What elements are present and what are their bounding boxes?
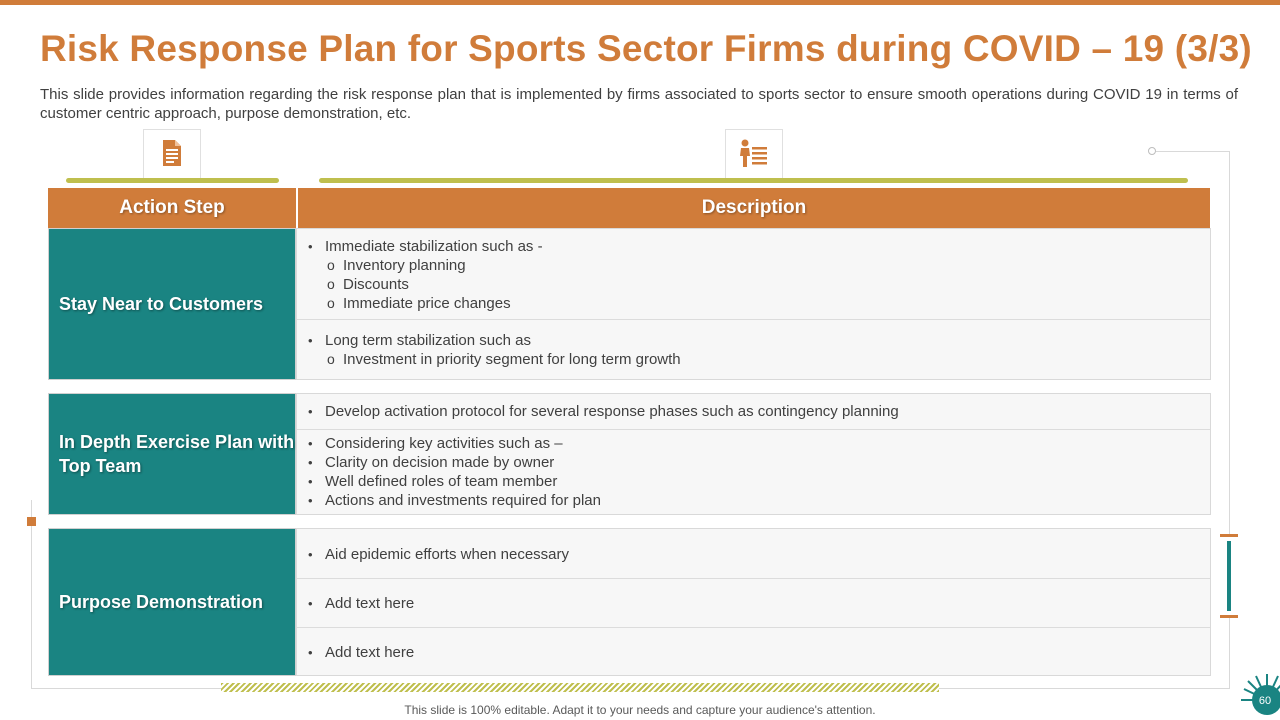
frame-dot <box>1148 147 1156 155</box>
description-cell <box>297 529 1210 578</box>
description-cell <box>297 394 1210 429</box>
action-stay-near-customers: Stay Near to Customers <box>48 228 296 380</box>
description-cell <box>297 578 1210 627</box>
header-description: Description <box>298 188 1210 228</box>
bullet-text: • Add text here <box>307 643 1210 662</box>
bullet-text: • Considering key activities such as – <box>307 434 1210 453</box>
bullet-text: • Immediate stabilization such as - <box>307 237 1210 256</box>
description-cell <box>297 627 1210 676</box>
orange-marker <box>27 517 36 526</box>
right-accent-bar <box>1227 541 1231 611</box>
description-cell <box>297 319 1210 380</box>
description-box-2 <box>296 393 1211 515</box>
frame-right-line <box>1229 151 1230 535</box>
header-action-step: Action Step <box>48 188 296 228</box>
right-accent-tick-bottom <box>1220 615 1238 618</box>
page-number: 60 <box>1258 695 1272 707</box>
right-olive-bar <box>319 178 1188 183</box>
action-in-depth-exercise-plan: In Depth Exercise Plan with Top Team <box>48 393 296 515</box>
description-cell <box>297 229 1210 319</box>
sub-bullet-text: o Discounts <box>307 275 1210 294</box>
bullet-text: • Actions and investments required for plan <box>307 491 1210 510</box>
presenter-list-icon <box>739 138 769 173</box>
slide-title: Risk Response Plan for Sports Sector Firms during COVID – 19 (3/3) <box>40 28 1252 69</box>
frame-right-lower-line <box>1229 618 1230 688</box>
bullet-text: • Aid epidemic efforts when necessary <box>307 545 1210 564</box>
hatched-bar <box>221 683 939 692</box>
bullet-text: • Add text here <box>307 594 1210 613</box>
footer-note: This slide is 100% editable. Adapt it to your needs and capture your audience's attention. <box>404 703 876 717</box>
slide-subtitle: This slide provides information regarding the risk response plan that is implemented by firms associated to sports sector to ensure smooth operations during COVID 19 in terms of customer centric approach, purpose demonstration, etc. <box>40 86 1238 122</box>
top-accent-bar <box>0 0 1280 5</box>
right-accent-tick-top <box>1220 534 1238 537</box>
left-icon-box <box>143 129 201 181</box>
document-icon <box>161 139 183 172</box>
right-icon-box <box>725 129 783 181</box>
bullet-text: • Clarity on decision made by owner <box>307 453 1210 472</box>
sub-bullet-text: o Inventory planning <box>307 256 1210 275</box>
left-olive-bar <box>66 178 279 183</box>
action-purpose-demonstration: Purpose Demonstration <box>48 528 296 676</box>
bullet-text: • Long term stabilization such as <box>307 331 1210 350</box>
bullet-text: • Well defined roles of team member <box>307 472 1210 491</box>
frame-left-line <box>31 500 32 688</box>
sub-bullet-text: o Investment in priority segment for long term growth <box>307 350 1210 369</box>
sub-bullet-text: o Immediate price changes <box>307 294 1210 313</box>
frame-top-right-line <box>1156 151 1230 152</box>
bullet-text: • Develop activation protocol for several response phases such as contingency planning <box>307 402 1210 421</box>
description-cell <box>297 429 1210 515</box>
description-box-1 <box>296 228 1211 380</box>
description-box-3 <box>296 528 1211 676</box>
